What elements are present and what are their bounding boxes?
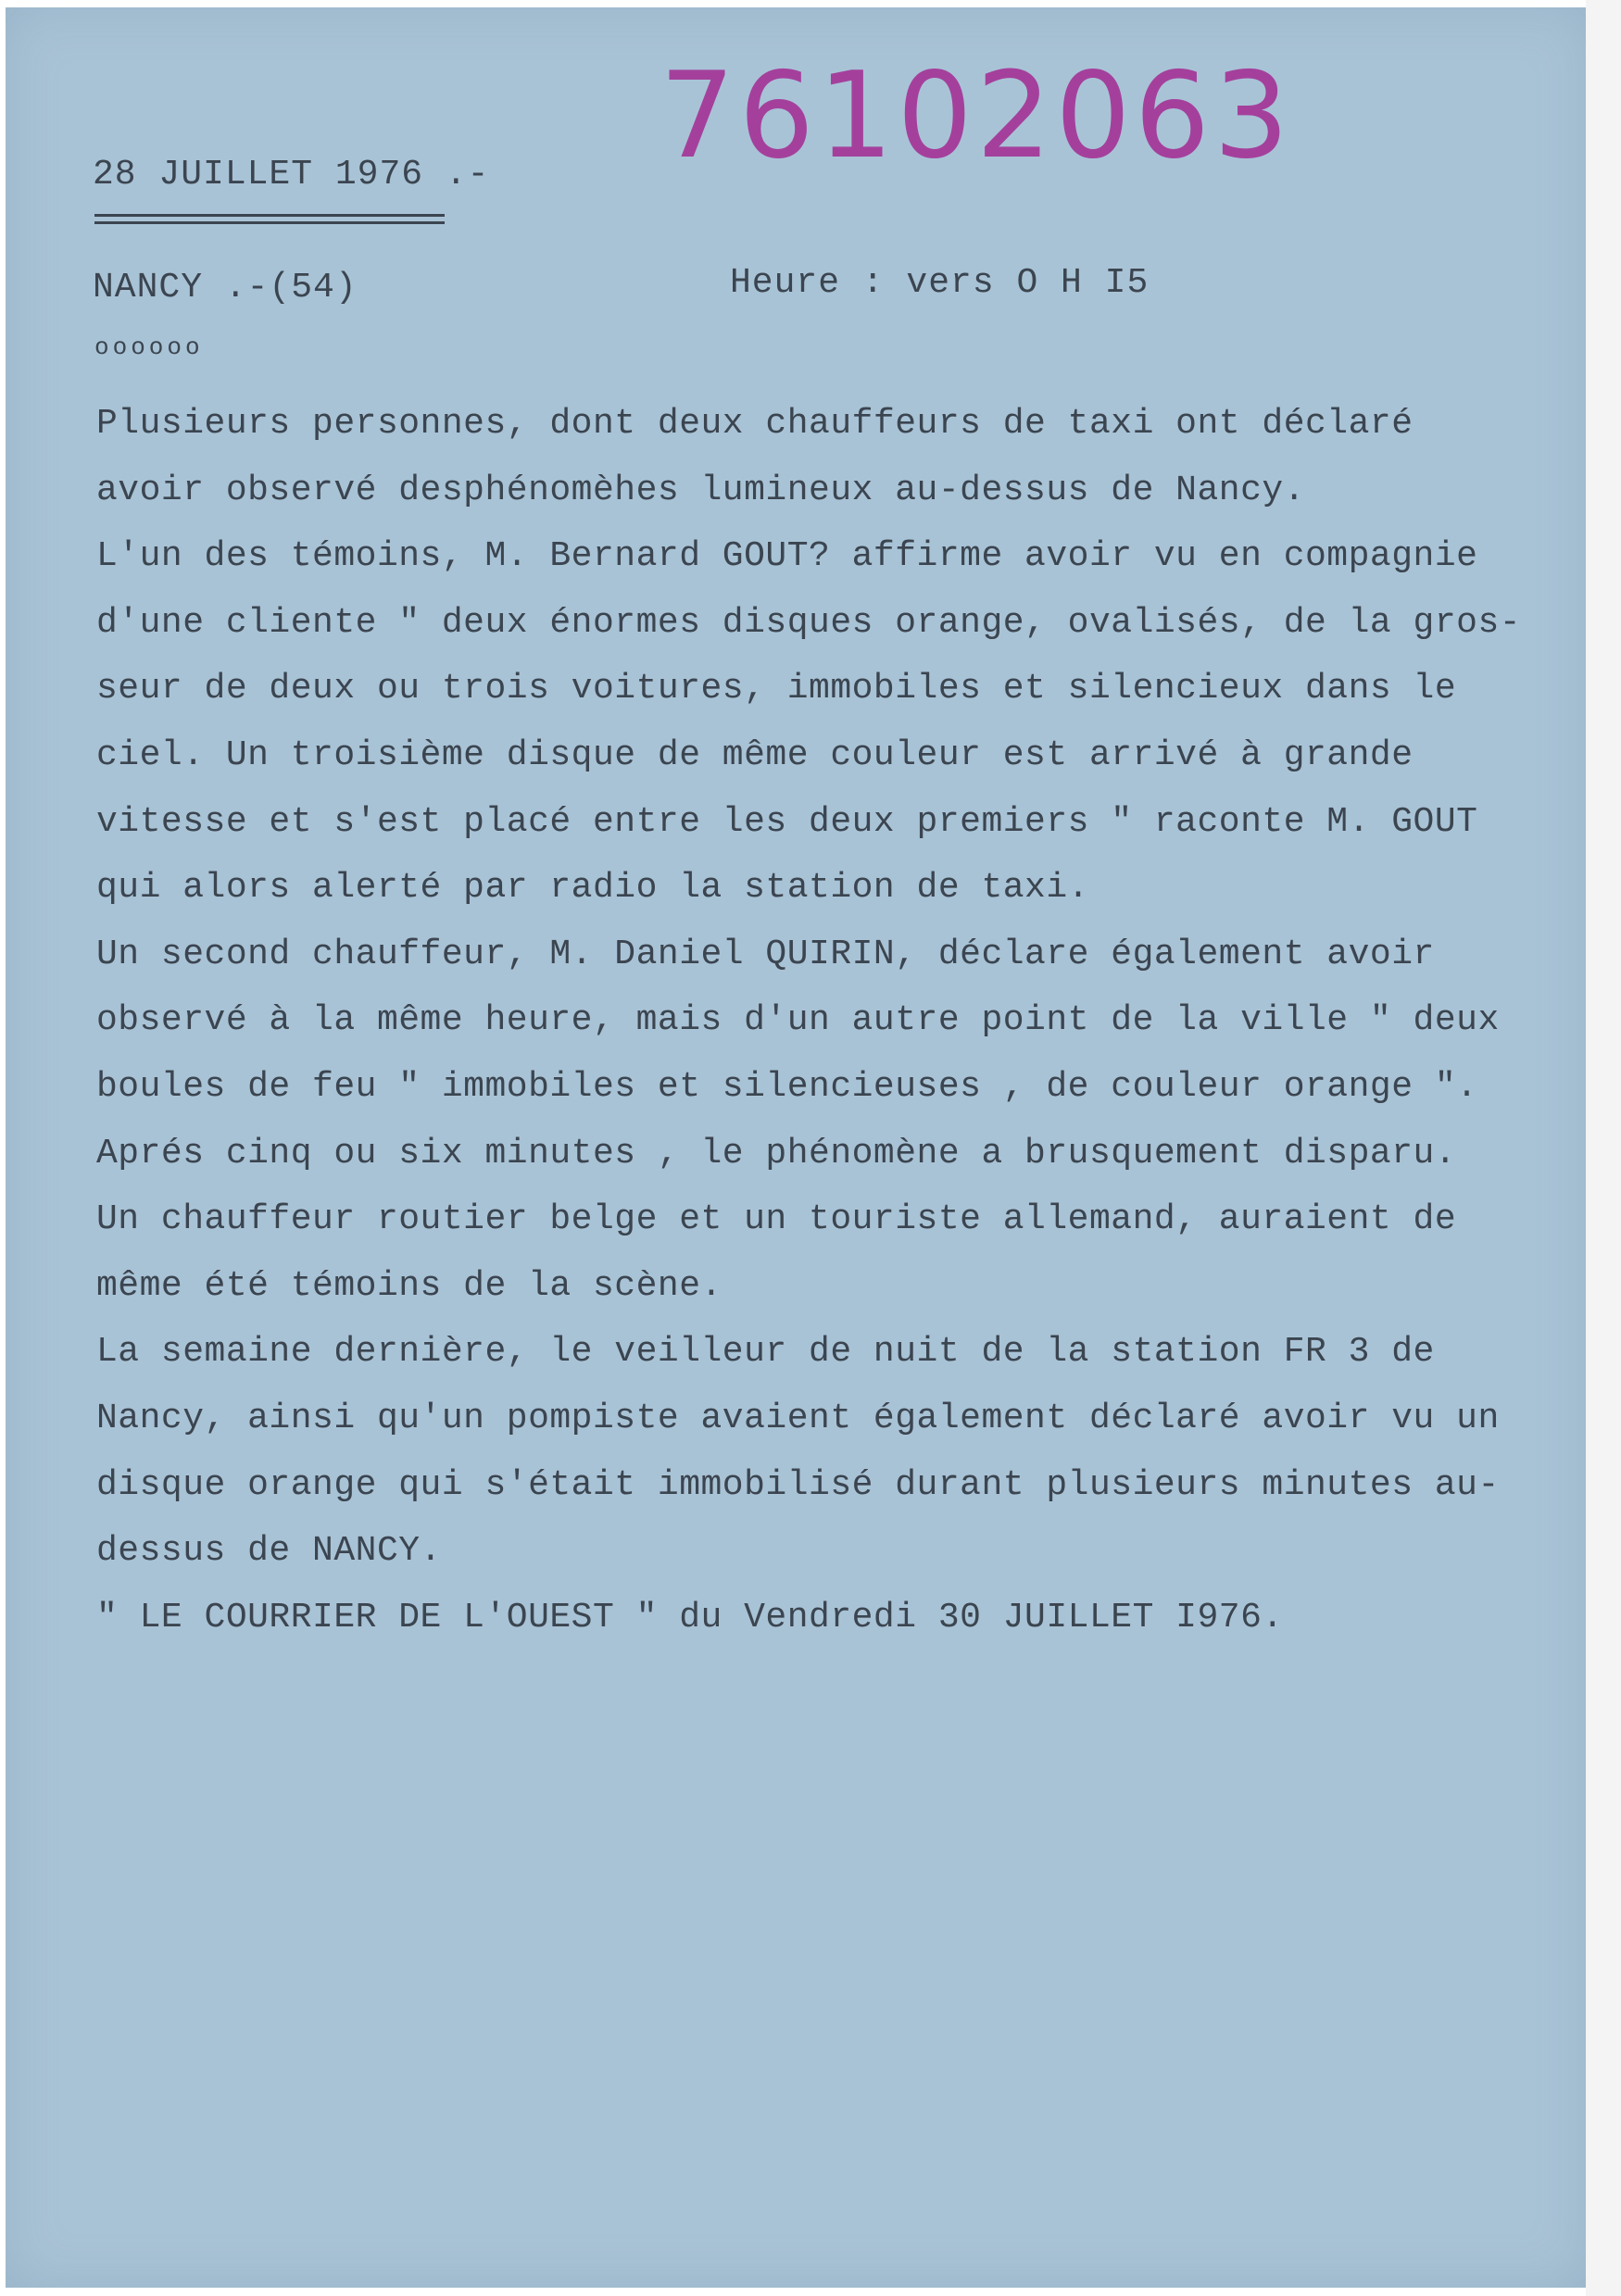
date-underline — [94, 214, 445, 217]
body-line: boules de feu " immobiles et silencieuses , de couleur orange ". — [96, 1066, 1478, 1107]
separator-dots: oooooo — [94, 333, 204, 361]
body-line: avoir observé desphénomèhes lumineux au-dessus de Nancy. — [96, 470, 1306, 510]
stamp-number: 76102063 — [660, 47, 1293, 185]
body-line: dessus de NANCY. — [96, 1531, 442, 1572]
body-line: disque orange qui s'était immobilisé durant plusieurs minutes au- — [96, 1464, 1500, 1505]
document-date: 28 JUILLET 1976 .- — [93, 155, 490, 194]
body-line: observé à la même heure, mais d'un autre point de la ville " deux — [96, 1000, 1500, 1041]
paper-edge — [1586, 0, 1621, 2296]
report-body — [96, 391, 1560, 1650]
time-heading: Heure : vers O H I5 — [730, 263, 1150, 303]
body-line: Un chauffeur routier belge et un touriste allemand, auraient de — [96, 1199, 1457, 1240]
body-line: d'une cliente " deux énormes disques orange, ovalisés, de la gros- — [96, 602, 1522, 643]
body-line: vitesse et s'est placé entre les deux premiers " raconte M. GOUT — [96, 801, 1478, 842]
body-line: ciel. Un troisième disque de même couleur est arrivé à grande — [96, 734, 1414, 775]
location-heading: NANCY .-(54) — [93, 268, 358, 307]
body-line: L'un des témoins, M. Bernard GOUT? affirme avoir vu en compagnie — [96, 536, 1478, 577]
date-underline-second — [94, 221, 445, 224]
body-line: qui alors alerté par radio la station de taxi. — [96, 868, 1089, 909]
body-line: Un second chauffeur, M. Daniel QUIRIN, déclare également avoir — [96, 934, 1435, 974]
body-line: Nancy, ainsi qu'un pompiste avaient également déclaré avoir vu un — [96, 1398, 1500, 1438]
body-line: La semaine dernière, le veilleur de nuit de la station FR 3 de — [96, 1332, 1435, 1373]
body-line: même été témoins de la scène. — [96, 1265, 723, 1306]
body-line: Aprés cinq ou six minutes , le phénomène a brusquement disparu. — [96, 1133, 1457, 1173]
body-line: Plusieurs personnes, dont deux chauffeurs de taxi ont déclaré — [96, 404, 1414, 444]
body-line: seur de deux ou trois voitures, immobiles et silencieux dans le — [96, 669, 1457, 709]
source-citation: " LE COURRIER DE L'OUEST " du Vendredi 30 JUILLET I976. — [96, 1597, 1284, 1637]
